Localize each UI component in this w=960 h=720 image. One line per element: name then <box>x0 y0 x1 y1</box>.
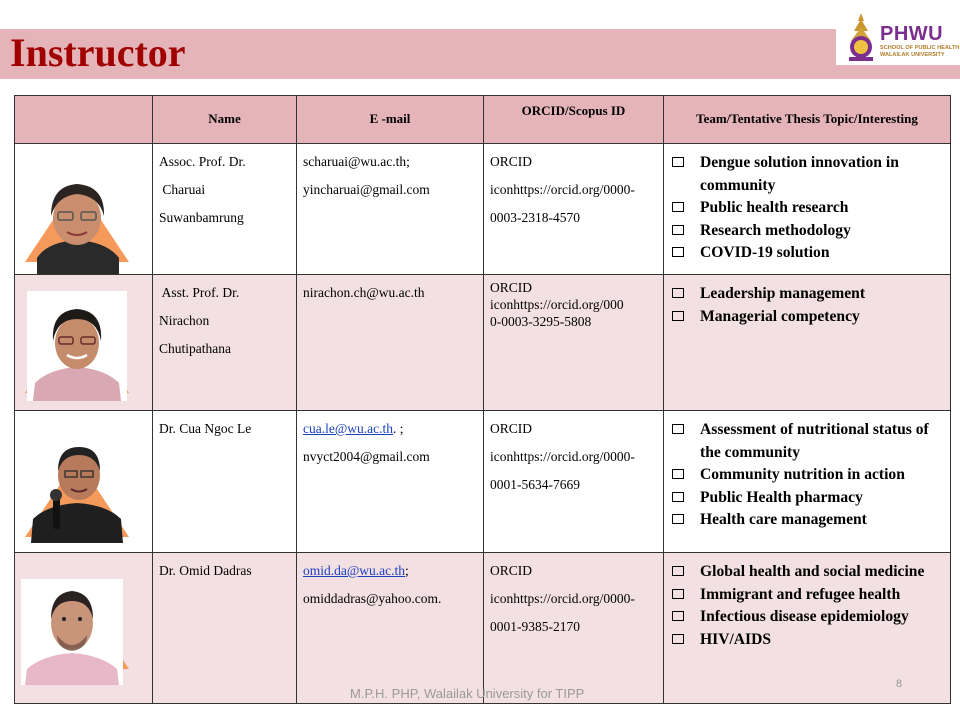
university-emblem-icon <box>844 11 878 63</box>
page-number: 8 <box>896 678 903 690</box>
instructor-photo-nirachon <box>27 291 127 401</box>
name-cell: Dr. Omid Dadras <box>153 553 297 704</box>
photo-cell <box>15 275 153 411</box>
header-topics: Team/Tentative Thesis Topic/Interesting <box>664 96 951 144</box>
email-cell <box>297 275 484 411</box>
email-cell: omid.da@wu.ac.th; omiddadras@yahoo.com. <box>297 553 484 704</box>
orcid-cell: ORCID iconhttps://orcid.org/0000- 0001-9385-2170 <box>484 553 664 704</box>
list-item: Research methodology <box>670 220 946 243</box>
list-item: HIV/AIDS <box>670 629 946 652</box>
checkbox-bullet-icon <box>672 611 684 621</box>
name-cell: Dr. Cua Ngoc Le <box>153 411 297 553</box>
checkbox-bullet-icon <box>672 634 684 644</box>
topics-cell <box>664 411 951 553</box>
checkbox-bullet-icon <box>672 225 684 235</box>
checkbox-bullet-icon <box>672 589 684 599</box>
list-item: COVID-19 solution <box>670 242 946 265</box>
topics-cell <box>664 275 951 411</box>
logo-name: PHWU <box>880 23 944 45</box>
university-logo <box>836 8 960 65</box>
checkbox-bullet-icon <box>672 157 684 167</box>
list-item: Public health research <box>670 197 946 220</box>
email-link[interactable]: cua.le@wu.ac.th <box>303 421 394 436</box>
list-item: Public Health pharmacy <box>670 487 946 510</box>
email-text: yincharuai@gmail.com <box>303 182 430 197</box>
list-item: Managerial competency <box>670 306 946 329</box>
email-text: nirachon.ch@wu.ac.th <box>303 285 425 300</box>
orcid-cell: ORCID iconhttps://orcid.org/0000- 0003-2318-4570 <box>484 144 664 275</box>
list-item: Health care management <box>670 509 946 532</box>
instructor-table <box>14 95 951 704</box>
email-text: omiddadras@yahoo.com. <box>303 591 442 606</box>
instructor-photo-charuai <box>27 174 127 274</box>
email-cell <box>297 144 484 275</box>
checkbox-bullet-icon <box>672 424 684 434</box>
header-photo <box>15 96 153 144</box>
list-item: Infectious disease epidemiology <box>670 606 946 629</box>
list-item: Community nutrition in action <box>670 464 946 487</box>
photo-cell <box>15 553 153 704</box>
list-item: Immigrant and refugee health <box>670 584 946 607</box>
checkbox-bullet-icon <box>672 492 684 502</box>
name-cell: Asst. Prof. Dr. Nirachon Chutipathana <box>153 275 297 411</box>
table-row <box>15 411 951 553</box>
checkbox-bullet-icon <box>672 202 684 212</box>
list-item: Leadership management <box>670 283 946 306</box>
checkbox-bullet-icon <box>672 566 684 576</box>
slide-title: Instructor <box>10 30 186 75</box>
list-item: Assessment of nutritional status of the community <box>670 419 946 464</box>
table-row <box>15 144 951 275</box>
header-email: E -mail <box>297 96 484 144</box>
header-orcid: ORCID/Scopus ID <box>484 96 664 144</box>
logo-subtitle: SCHOOL OF PUBLIC HEALTH WALAILAK UNIVERSITY <box>880 45 960 58</box>
slide-footer: M.P.H. PHP, Walailak University for TIPP <box>350 686 585 701</box>
table-header-row <box>15 96 951 144</box>
email-link[interactable]: omid.da@wu.ac.th <box>303 563 406 578</box>
checkbox-bullet-icon <box>672 469 684 479</box>
checkbox-bullet-icon <box>672 247 684 257</box>
email-text: scharuai@wu.ac.th; <box>303 154 410 169</box>
topics-cell <box>664 553 951 704</box>
checkbox-bullet-icon <box>672 288 684 298</box>
table-row <box>15 275 951 411</box>
orcid-cell: ORCID iconhttps://orcid.org/000 0-0003-3295-5808 <box>484 275 664 411</box>
header-name: Name <box>153 96 297 144</box>
instructor-photo-omid <box>21 579 123 685</box>
email-cell: cua.le@wu.ac.th. ; nvyct2004@gmail.com <box>297 411 484 553</box>
orcid-cell: ORCID iconhttps://orcid.org/0000- 0001-5634-7669 <box>484 411 664 553</box>
list-item: Dengue solution innovation in community <box>670 152 946 197</box>
table-row <box>15 553 951 704</box>
list-item: Global health and social medicine <box>670 561 946 584</box>
photo-cell <box>15 411 153 553</box>
checkbox-bullet-icon <box>672 311 684 321</box>
photo-cell <box>15 144 153 275</box>
name-cell: Assoc. Prof. Dr. Charuai Suwanbamrung <box>153 144 297 275</box>
email-text: nvyct2004@gmail.com <box>303 449 430 464</box>
checkbox-bullet-icon <box>672 514 684 524</box>
topics-cell <box>664 144 951 275</box>
instructor-photo-cua <box>27 433 127 543</box>
